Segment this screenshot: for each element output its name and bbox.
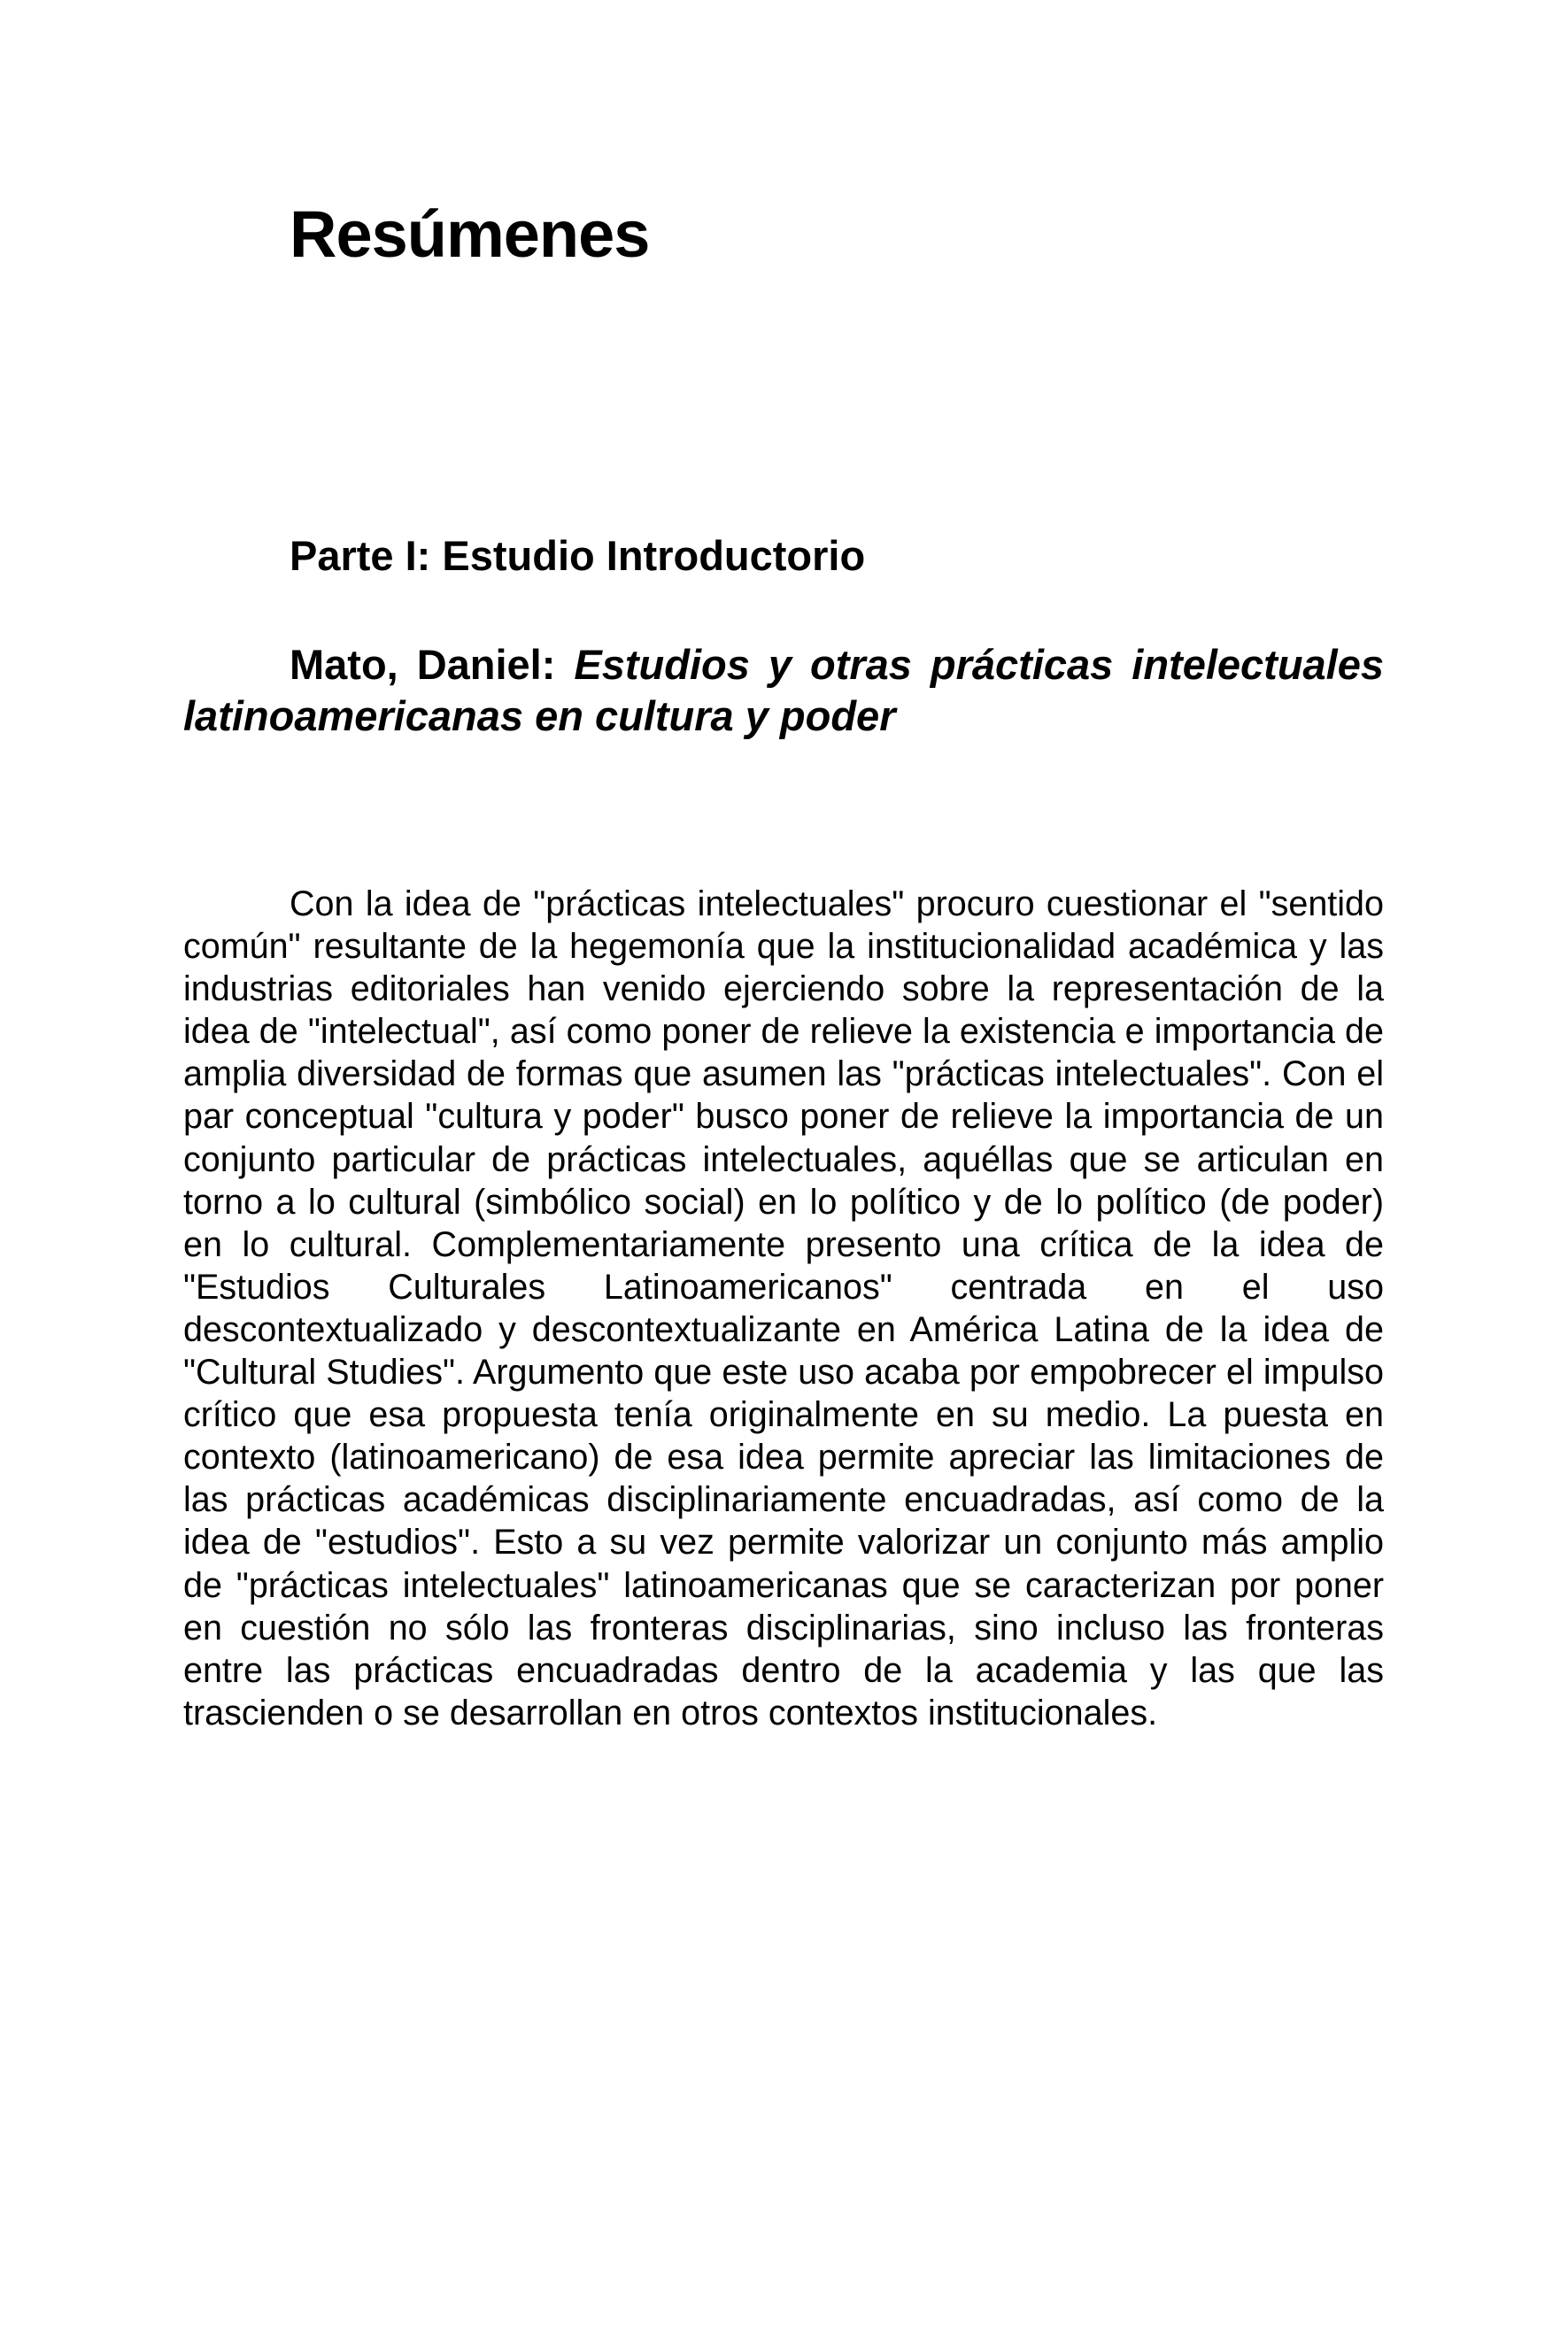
entry-author: Mato, Daniel: [290,641,556,688]
page-title: Resúmenes [290,197,650,271]
abstract-paragraph: Con la idea de "prácticas intelectuales" procuro cuestionar el "sentido común" resultante de la hegemonía que la institucionalidad académica y las industrias editoriales han venido ejerciendo sobre la representación de la idea de "intelectual", así como poner de relieve la existencia e importancia de amplia diversidad de formas que asumen las "prácticas intelectuales". Con el par conceptual "cultura y poder" busco poner de relieve la importancia de un conjunto particular de prácticas intelectuales, aquéllas que se articulan en torno a lo cultural (simbólico social) en lo político y de lo político (de poder) en lo cultural. Complementariamente presento una crítica de la idea de "Estudios Culturales Latinoamericanos" centrada en el uso descontextualizado y descontextualizante en América Latina de la idea de "Cultural Studies". Argumento que este uso acaba por empobrecer el impulso crítico que esa propuesta tenía originalmente en su medio. La puesta en contexto (latinoamericano) de esa idea permite apreciar las limitaciones de las prácticas académicas disciplinariamente encuadradas, así como de la idea de "estudios". Esto a su vez permite valorizar un conjunto más amplio de "prácticas intelectuales" latinoamericanas que se caracterizan por poner en cuestión no sólo las fronteras disciplinarias, sino incluso las fronteras entre las prácticas encuadradas dentro de la academia y las que las trascienden o se desarrollan en otros contextos institucionales. [183,884,1384,1732]
section-title: Parte I: Estudio Introductorio [290,532,866,579]
entry-heading [183,639,1384,742]
entry-work-title: Estudios y otras prácticas intelectuales latinoamericanas en cultura y poder [183,641,1385,739]
